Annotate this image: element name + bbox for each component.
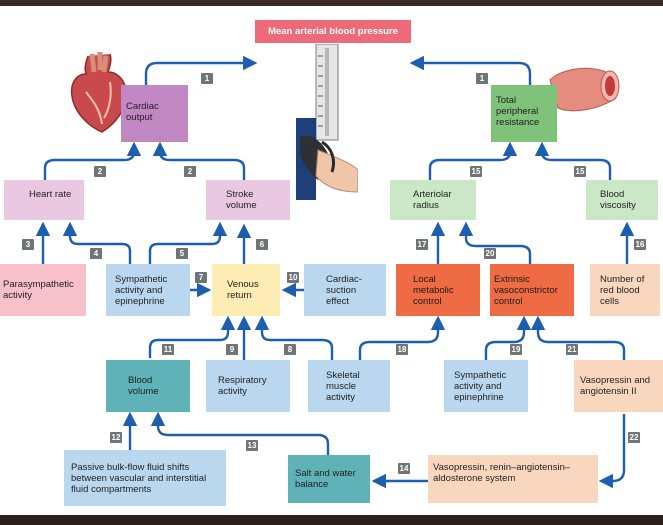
arrow-2-left [45, 144, 134, 180]
mean-arterial-pressure: Mean arterial blood pressure [255, 20, 411, 43]
step-number: 1 [201, 73, 213, 84]
step-number: 11 [163, 345, 173, 354]
step-number: 21 [567, 345, 577, 354]
arrow-22 [601, 414, 624, 481]
step-number: 15 [471, 167, 481, 176]
respiratory-activity: Respiratory activity [206, 360, 290, 412]
sympathetic-activity-epinephrine: Sympathetic activity and epinephrine [106, 264, 190, 316]
blood-viscosity: Blood viscosity [586, 180, 658, 220]
number-of-red-blood-cells: Number of red blood cells [590, 264, 660, 316]
step-number: 18 [397, 345, 407, 354]
step-number: 9 [226, 344, 238, 355]
passive-bulk-flow: Passive bulk-flow fluid shifts between vascular and interstitial fluid compartments [64, 450, 226, 506]
step-number: 5 [176, 248, 188, 259]
total-peripheral-resistance: Total peripheral resistance [491, 85, 557, 142]
cardiac-output: Cardiac output [121, 85, 188, 142]
arteriolar-radius: Arteriolar radius [390, 180, 476, 220]
step-number: 17 [417, 240, 427, 249]
step-number: 20 [485, 249, 495, 258]
step-number: 7 [195, 272, 207, 283]
step-number: 12 [111, 433, 121, 442]
cardiac-suction-effect: Cardiac-suction effect [304, 264, 386, 316]
salt-and-water-balance: Salt and water balance [288, 455, 370, 503]
arrow-13 [158, 414, 328, 455]
step-number: 14 [399, 464, 409, 473]
blood-pressure-cuff-illustration [296, 44, 358, 200]
step-number: 6 [256, 239, 268, 250]
arrow-20 [466, 224, 530, 264]
step-number: 19 [511, 345, 521, 354]
arrow-21 [538, 318, 624, 360]
bottom-border [0, 515, 663, 525]
step-number: 13 [247, 441, 257, 450]
heart-rate: Heart rate [4, 180, 84, 220]
step-number: 4 [90, 248, 102, 259]
sympathetic-activity-epinephrine-2: Sympathetic activity and epinephrine [444, 360, 528, 412]
step-number: 1 [476, 73, 488, 84]
local-metabolic-control: Local metabolic control [396, 264, 480, 316]
blood-volume: Blood volume [106, 360, 190, 412]
stroke-volume: Stroke volume [206, 180, 290, 220]
skeletal-muscle-activity: Skeletal muscle activity [308, 360, 390, 412]
vasopressin-raas: Vasopressin, renin–angiotensin–aldosterone system [428, 455, 598, 503]
step-number: 16 [635, 240, 645, 249]
step-number: 2 [94, 166, 106, 177]
arrow-1-right [412, 63, 530, 85]
blood-vessel-illustration [546, 58, 620, 120]
step-number: 3 [22, 239, 34, 250]
venous-return: Venous return [212, 264, 280, 316]
extrinsic-vasoconstrictor-control: Extrinsic vasoconstrictor control [490, 264, 574, 316]
step-number: 22 [629, 433, 639, 442]
arrow-2-right [160, 144, 244, 180]
vasopressin-angiotensin-ii: Vasopressin and angiotensin II [574, 360, 663, 412]
step-number: 8 [284, 344, 296, 355]
step-number: 15 [575, 167, 585, 176]
arrow-8 [262, 318, 332, 360]
step-number: 10 [288, 273, 298, 282]
step-number: 2 [184, 166, 196, 177]
parasympathetic-activity: Parasympathetic activity [0, 264, 86, 316]
